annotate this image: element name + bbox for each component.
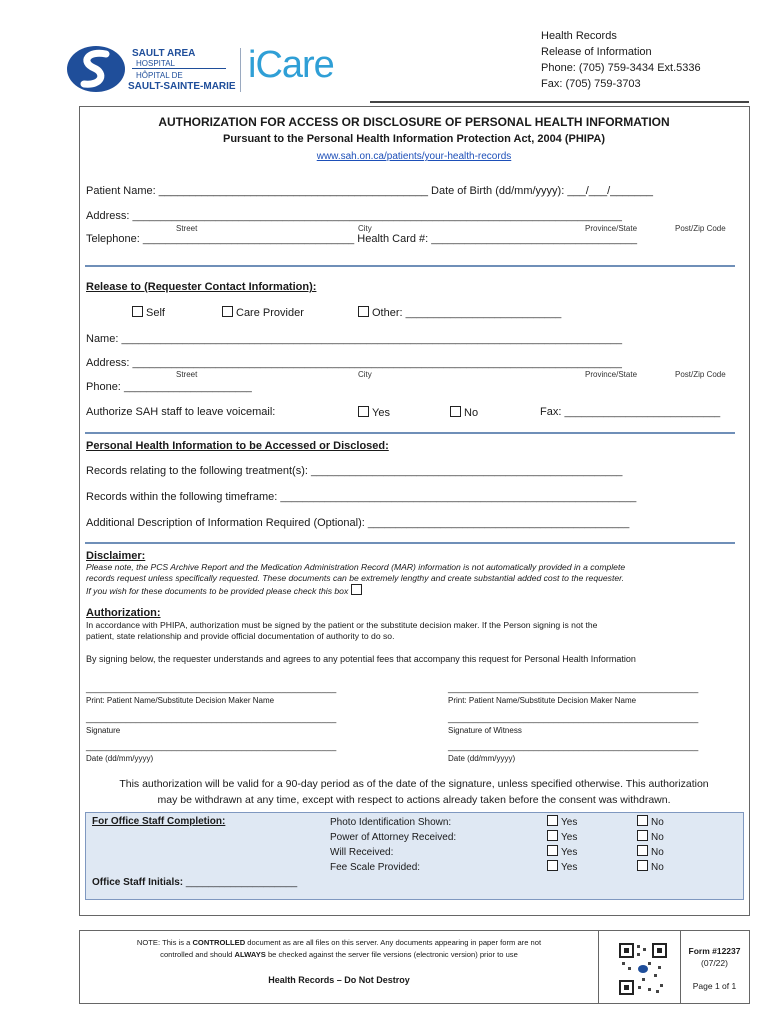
will-no-checkbox[interactable] (637, 845, 648, 856)
office-items (330, 815, 456, 875)
office-no-option[interactable] (637, 830, 664, 845)
patient-address-field[interactable]: ________________________________________________________________________________________ (132, 211, 622, 222)
poa-yes-checkbox[interactable] (547, 830, 558, 841)
voicemail-no[interactable] (450, 406, 478, 419)
fee-yes-checkbox[interactable] (547, 860, 558, 871)
telephone-label: Telephone: (86, 233, 140, 245)
care-provider-label: Care Provider (236, 307, 304, 319)
hospital-name-fr-2: SAULT-SAINTE-MARIE (128, 81, 236, 92)
requester-postal-caption: Post/Zip Code (675, 370, 726, 379)
patient-street-caption: Street (176, 224, 198, 233)
disclaimer-line-3: If you wish for these documents to be provided please check this box (86, 586, 349, 596)
hospital-name-en-2: HOSPITAL (136, 59, 175, 68)
photo-id-yes-checkbox[interactable] (547, 815, 558, 826)
yes-label: Yes (561, 862, 578, 873)
voicemail-label: Authorize SAH staff to leave voicemail: (86, 406, 276, 418)
timeframe-field[interactable]: ________________________________________________________________ (280, 492, 637, 503)
section-separator-2 (85, 432, 735, 434)
telephone-field[interactable]: ______________________________________ (142, 234, 355, 245)
patient-postal-caption: Post/Zip Code (675, 224, 726, 233)
office-item-label: Power of Attorney Received: (330, 832, 457, 843)
yes-label: Yes (561, 832, 578, 843)
section-separator-3 (85, 542, 735, 544)
office-initials-label: Office Staff Initials: (92, 877, 184, 888)
patient-signature-caption: Signature (86, 726, 121, 735)
office-yes-option[interactable] (547, 845, 577, 860)
dob-field[interactable]: ___/___/_______ (567, 185, 653, 197)
witness-print-name-field[interactable]: __________________________________________________ (448, 683, 699, 693)
disclaimer-heading: Disclaimer: (86, 550, 146, 562)
patient-address-label: Address: (86, 210, 130, 222)
validity-line-2: may be withdrawn at any time, except with respect to actions already taken before the consent was withdrawn. (157, 794, 671, 806)
witness-signature-caption: Signature of Witness (448, 726, 522, 735)
requester-province-caption: Province/State (585, 370, 638, 379)
patient-city-caption: City (358, 224, 372, 233)
header-divider (240, 48, 241, 92)
patient-date-caption: Date (dd/mm/yyyy) (86, 754, 154, 763)
self-checkbox[interactable] (132, 306, 143, 317)
no-label: No (651, 817, 664, 828)
office-item-label: Will Received: (330, 847, 394, 858)
no-label: No (651, 832, 664, 843)
option-other[interactable] (358, 306, 561, 319)
requester-name-label: Name: (86, 333, 119, 345)
office-yes-option[interactable] (547, 860, 577, 875)
patient-print-name-caption: Print: Patient Name/Substitute Decision Maker Name (86, 696, 275, 705)
icare-logo: iCare (248, 44, 334, 86)
dob-label: Date of Birth (dd/mm/yyyy): (431, 185, 565, 197)
form-subtitle: Pursuant to the Personal Health Information Protection Act, 2004 (PHIPA) (222, 133, 605, 145)
logo-divider (132, 68, 226, 69)
pcs-mar-checkbox[interactable] (351, 584, 362, 595)
office-yes-option[interactable] (547, 815, 577, 830)
footer-note-mid: document as are all files on this server. Any documents appearing in paper form are not (245, 938, 542, 947)
authorization-line-2: patient, state relationship and provide official documentation of authority to do so. (86, 631, 395, 641)
patient-province-caption: Province/State (585, 224, 638, 233)
self-label: Self (146, 307, 165, 319)
witness-print-name-caption: Print: Patient Name/Substitute Decision Maker Name (448, 696, 637, 705)
witness-date-caption: Date (dd/mm/yyyy) (448, 754, 516, 763)
office-item-label: Fee Scale Provided: (330, 862, 421, 873)
hospital-logo (66, 44, 236, 96)
voicemail-yes-checkbox[interactable] (358, 406, 369, 417)
no-label: No (651, 862, 664, 873)
footer-note2-suffix: be checked against the server file versions (electronic version) prior to use (265, 950, 518, 959)
additional-field[interactable]: _______________________________________________ (367, 518, 630, 529)
voicemail-yes[interactable] (358, 406, 390, 419)
option-self[interactable] (132, 306, 165, 319)
footer-note-controlled: CONTROLLED (192, 938, 246, 947)
office-no-option[interactable] (637, 860, 664, 875)
subdept-name: Release of Information (541, 46, 652, 58)
fax-label: Fax: (540, 406, 562, 418)
page-number: Page 1 of 1 (692, 981, 737, 991)
fax-field[interactable]: ____________________________ (564, 407, 721, 418)
authorization-heading: Authorization: (86, 607, 161, 619)
office-initials-field[interactable]: ____________________ (185, 877, 298, 888)
requester-city-caption: City (358, 370, 372, 379)
release-heading: Release to (Requester Contact Information): (86, 281, 317, 293)
no-label: No (651, 847, 664, 858)
requester-phone-label: Phone: (86, 381, 121, 393)
patient-print-name-field[interactable]: __________________________________________________ (86, 683, 337, 693)
header-rule (370, 101, 749, 103)
requester-phone-field[interactable]: _______________________ (123, 382, 252, 393)
footer-note-always: ALWAYS (234, 950, 266, 959)
office-yes-option[interactable] (547, 830, 577, 845)
fee-no-checkbox[interactable] (637, 860, 648, 871)
office-no-option[interactable] (637, 815, 664, 830)
requester-address-label: Address: (86, 357, 130, 369)
form-date: (07/22) (701, 958, 728, 968)
qr-code-icon (618, 942, 668, 996)
authorization-line-1: In accordance with PHIPA, authorization must be signed by the patient or the substitute decision maker. If the Person signing is not the (86, 620, 598, 630)
patient-name-field[interactable]: ____________________________________________ (158, 185, 428, 197)
yes-label: Yes (561, 847, 578, 858)
hospital-swirl-icon (66, 44, 126, 94)
office-no-option[interactable] (637, 845, 664, 860)
patient-date-field[interactable]: __________________________________________________ (86, 741, 337, 751)
footer-note-prefix: NOTE: This is a (136, 938, 193, 947)
treatment-label: Records relating to the following treatment(s): (86, 465, 308, 477)
validity-line-1: This authorization will be valid for a 90-day period as of the date of the signature, unless specified otherwise. This authorization (119, 778, 709, 790)
do-not-destroy: Health Records – Do Not Destroy (268, 975, 410, 985)
requester-address-field[interactable]: ________________________________________________________________________________________ (132, 358, 622, 369)
contact-phone: Phone: (705) 759-3434 Ext.5336 (541, 62, 701, 74)
other-checkbox[interactable] (358, 306, 369, 317)
treatment-field[interactable]: ________________________________________________________ (311, 466, 623, 477)
phi-heading: Personal Health Information to be Accessed or Disclosed: (86, 440, 389, 452)
form-number: Form #12237 (688, 946, 741, 956)
hospital-name-fr-1: HÔPITAL DE (136, 71, 183, 80)
additional-label: Additional Description of Information Required (Optional): (86, 517, 365, 529)
contact-fax: Fax: (705) 759-3703 (541, 78, 641, 90)
requester-name-field[interactable]: __________________________________________________________________________________________ (121, 334, 623, 345)
option-care-provider[interactable] (222, 306, 304, 319)
dept-name: Health Records (541, 30, 617, 42)
photo-id-no-checkbox[interactable] (637, 815, 648, 826)
poa-no-checkbox[interactable] (637, 830, 648, 841)
will-yes-checkbox[interactable] (547, 845, 558, 856)
other-label: Other: (372, 307, 403, 319)
voicemail-no-label: No (464, 407, 479, 419)
health-card-field[interactable]: _____________________________________ (431, 234, 638, 245)
fees-statement: By signing below, the requester understands and agrees to any potential fees that accompany this request for Personal Health Information (86, 654, 636, 664)
office-heading: For Office Staff Completion: (92, 816, 226, 827)
witness-date-field[interactable]: __________________________________________________ (448, 741, 699, 751)
other-field[interactable]: ____________________________ (405, 308, 562, 319)
section-separator-1 (85, 265, 735, 267)
disclaimer-line-1: Please note, the PCS Archive Report and the Medication Administration Record (MAR) information is not automatically provided in a complete (86, 562, 626, 572)
footer-note2-prefix: controlled and should (160, 950, 235, 959)
patient-name-label: Patient Name: (86, 185, 156, 197)
footer-divider-1 (598, 930, 599, 1003)
voicemail-no-checkbox[interactable] (450, 406, 461, 417)
timeframe-label: Records within the following timeframe: (86, 491, 278, 503)
health-card-label: Health Card #: (357, 233, 429, 245)
form-title: AUTHORIZATION FOR ACCESS OR DISCLOSURE OF PERSONAL HEALTH INFORMATION (158, 115, 670, 129)
patient-signature-field[interactable]: __________________________________________________ (86, 713, 337, 723)
hospital-name-en-1: SAULT AREA (132, 48, 196, 59)
office-item-label: Photo Identification Shown: (330, 817, 452, 828)
care-provider-checkbox[interactable] (222, 306, 233, 317)
records-link[interactable]: www.sah.on.ca/patients/your-health-records (316, 151, 512, 162)
voicemail-yes-label: Yes (372, 407, 390, 419)
witness-signature-field[interactable]: __________________________________________________ (448, 713, 699, 723)
disclaimer-line-2: records request unless specifically requested. These documents can be extremely lengthy and create substantial added cost to the requester. (86, 573, 625, 583)
yes-label: Yes (561, 817, 578, 828)
requester-street-caption: Street (176, 370, 198, 379)
